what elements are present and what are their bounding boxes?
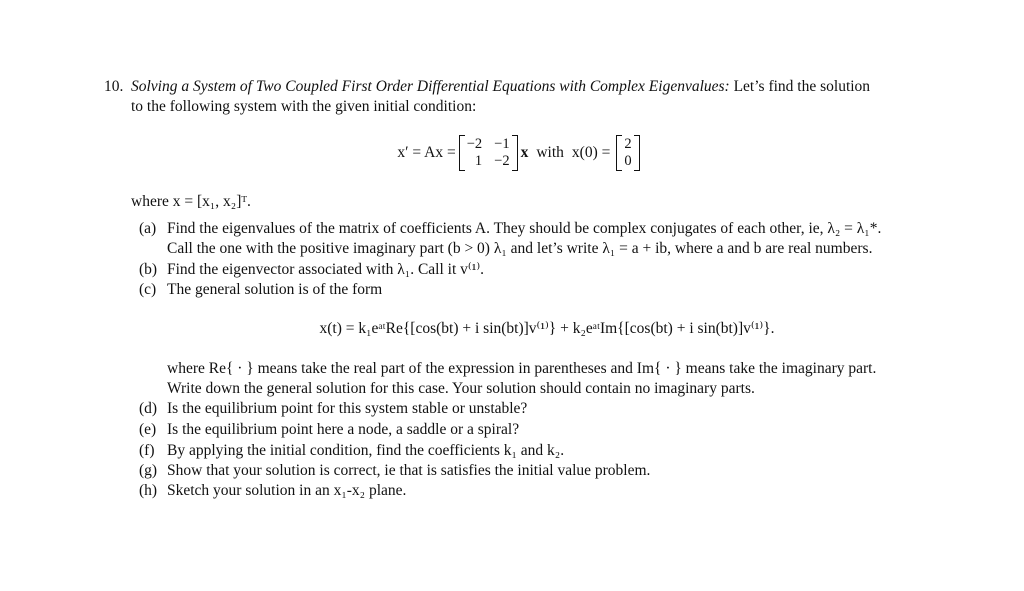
- equation-x-vector: x: [520, 144, 529, 161]
- equation-lhs: x′ = Ax =: [397, 144, 456, 161]
- part-c: [139, 280, 382, 300]
- part-h-text: Sketch your solution in an x₁-x₂ plane.: [167, 482, 407, 499]
- part-d: [139, 399, 527, 419]
- problem-intro-a: Let’s find the solution: [733, 78, 871, 95]
- part-a-line2: Call the one with the positive imaginary part (b > 0) λ₁ and let’s write λ₁ = a + ib, where a and b are real numbers.: [167, 240, 873, 257]
- coefficient-matrix: [459, 135, 518, 171]
- problem-number: 10.: [104, 78, 124, 95]
- part-g: [139, 461, 650, 481]
- initial-condition-vector: [616, 135, 639, 171]
- part-e-text: Is the equilibrium point here a node, a saddle or a spiral?: [167, 421, 520, 438]
- part-b-label: (b): [139, 261, 158, 278]
- matrix-right-bracket: [512, 135, 518, 171]
- part-a-line1: Find the eigenvalues of the matrix of coefficients A. They should be complex conjugates of each other, ie, λ₂ = λ₁*.: [167, 220, 882, 237]
- part-g-text: Show that your solution is correct, ie that is satisfies the initial value problem.: [167, 462, 651, 479]
- part-e: [139, 420, 519, 440]
- where-line: where x = [x₁, x₂]ᵀ.: [131, 193, 251, 210]
- part-c-after2: Write down the general solution for this case. Your solution should contain no imaginary parts.: [167, 380, 755, 397]
- problem-intro-b: to the following system with the given initial condition:: [131, 98, 477, 115]
- part-f-text: By applying the initial condition, find the coefficients k₁ and k₂.: [167, 442, 565, 459]
- part-c-label: (c): [139, 281, 157, 298]
- part-h: [139, 481, 406, 501]
- part-e-label: (e): [139, 421, 157, 438]
- problem-title: Solving a System of Two Coupled First Order Differential Equations with Complex Eigenvalues:: [131, 78, 730, 95]
- part-d-label: (d): [139, 400, 158, 417]
- equation-with: with: [536, 144, 564, 161]
- matrix-a11: −2: [466, 136, 483, 152]
- initial-condition-lhs: x(0) =: [571, 144, 611, 161]
- part-d-text: Is the equilibrium point for this system stable or unstable?: [167, 400, 528, 417]
- part-h-label: (h): [139, 482, 158, 499]
- ic-x2: 0: [624, 153, 632, 169]
- problem-heading: [131, 77, 870, 97]
- vector-right-bracket: [634, 135, 640, 171]
- part-f-label: (f): [139, 442, 155, 459]
- part-c-text: The general solution is of the form: [167, 281, 383, 298]
- part-f: [139, 441, 564, 461]
- part-g-label: (g): [139, 462, 158, 479]
- ic-x1: 2: [624, 136, 632, 152]
- part-a-label: (a): [139, 220, 157, 237]
- general-solution-formula: [35, 317, 1024, 339]
- part-b: [139, 260, 484, 280]
- matrix-a22: −2: [494, 153, 510, 169]
- part-b-text: Find the eigenvector associated with λ₁. Call it v⁽¹⁾.: [167, 261, 485, 278]
- matrix-a12: −1: [494, 136, 510, 152]
- system-equation: [8, 133, 1024, 173]
- matrix-a21: 1: [474, 153, 483, 169]
- part-a: [139, 219, 881, 239]
- general-solution-text: x(t) = k₁eᵃᵗRe{[cos(bt) + i sin(bt)]v⁽¹⁾} + k₂eᵃᵗIm{[cos(bt) + i sin(bt)]v⁽¹⁾}.: [319, 319, 775, 337]
- part-c-after1: where Re{ · } means take the real part of the expression in parentheses and Im{ · } means take the imaginary part.: [167, 360, 877, 377]
